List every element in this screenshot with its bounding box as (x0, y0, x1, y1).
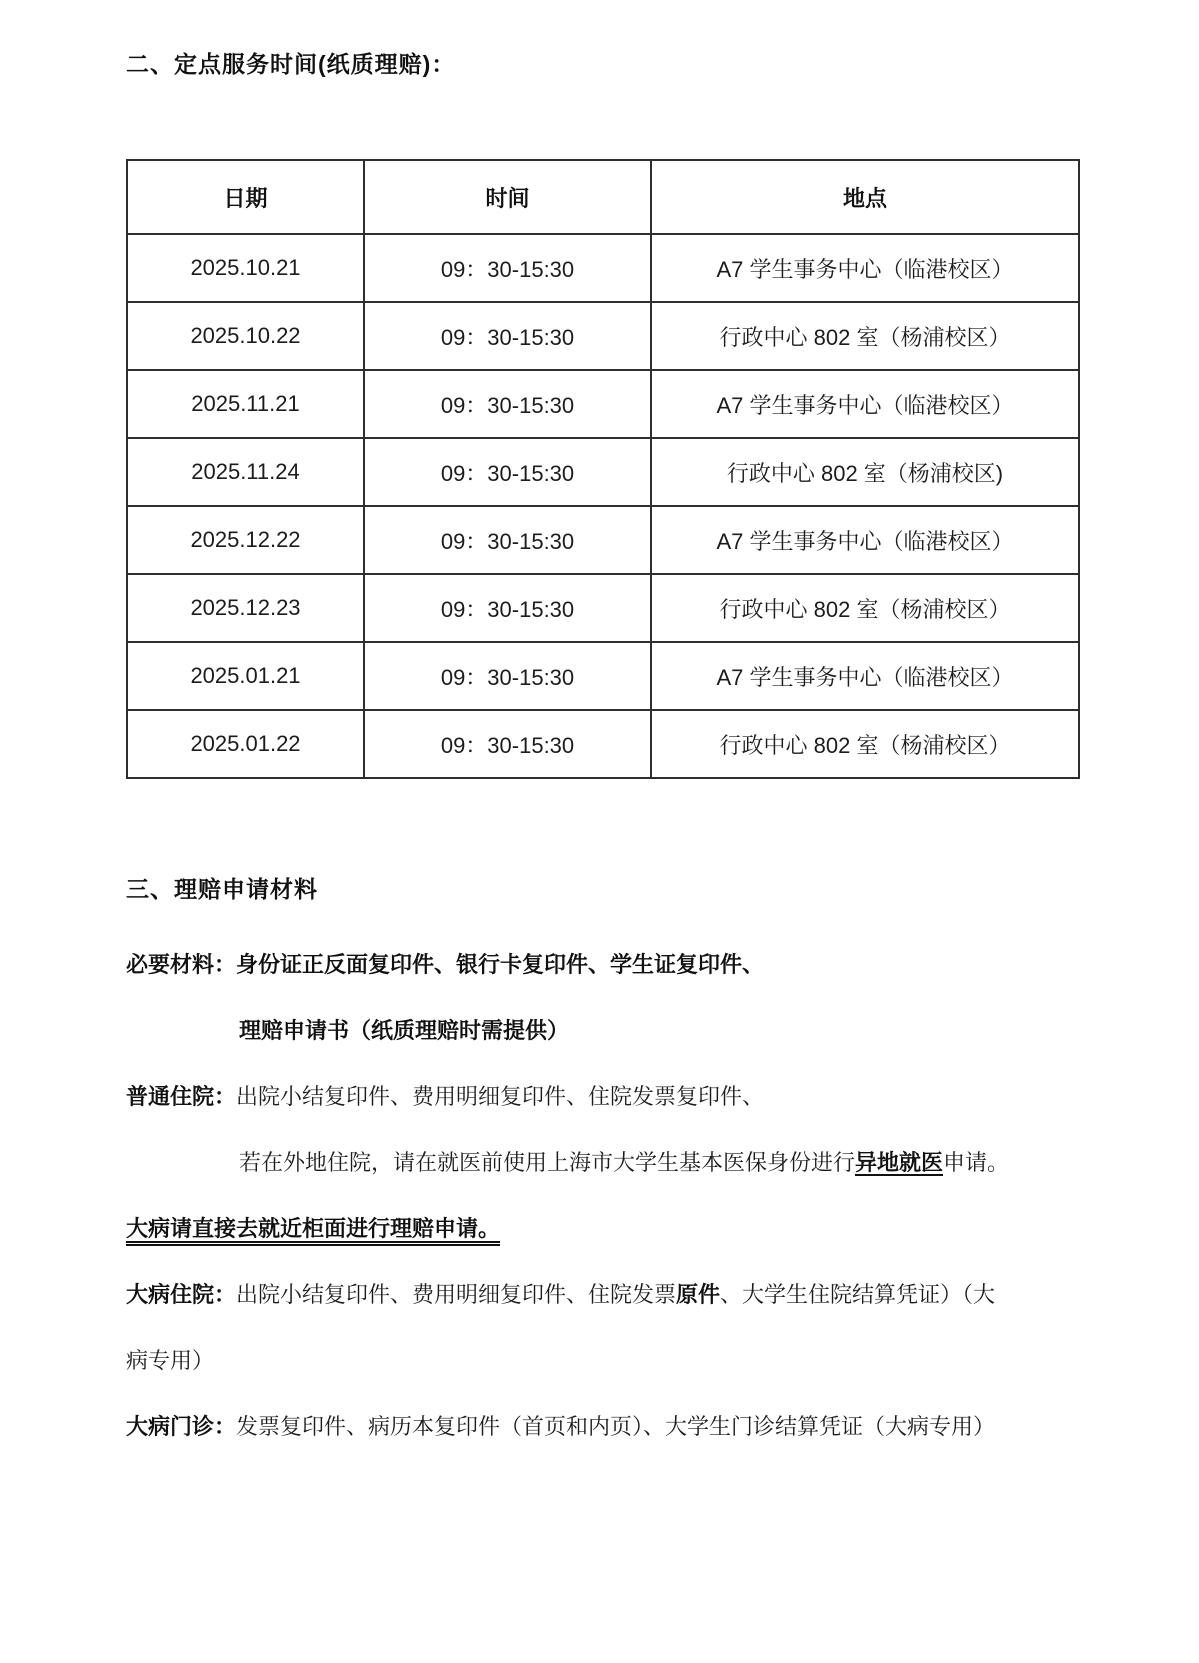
ordinary-hospitalization-label: 普通住院： (126, 1084, 237, 1109)
serious-illness-notice-text: 大病请直接去就近柜面进行理赔申请。 (126, 1216, 501, 1241)
date-cell: 2025.10.22 (127, 302, 364, 370)
remote-medical-pre-text: 若在外地住院，请在就医前使用上海市大学生基本医保身份进行 (239, 1150, 856, 1175)
time-cell: 09：30-15:30 (364, 506, 651, 574)
location-cell: A7 学生事务中心（临港校区） (651, 234, 1079, 302)
time-cell: 09：30-15:30 (364, 438, 651, 506)
location-cell: A7 学生事务中心（临港校区） (651, 642, 1079, 710)
claim-form-line: 理赔申请书（纸质理赔时需提供） (239, 1018, 570, 1043)
location-cell: 行政中心 802 室（杨浦校区） (651, 710, 1079, 778)
serious-hospitalization-label: 大病住院： (126, 1282, 237, 1307)
remote-medical-line (126, 1148, 1084, 1178)
date-cell: 2025.11.24 (127, 438, 364, 506)
ordinary-hospitalization-line (126, 1082, 1084, 1112)
serious-outpatient-line (126, 1412, 1084, 1442)
table-row (127, 574, 1079, 642)
time-cell: 09：30-15:30 (364, 302, 651, 370)
table-row (127, 438, 1079, 506)
table-row (127, 302, 1079, 370)
date-cell: 2025.01.22 (127, 710, 364, 778)
table-header-date: 日期 (127, 160, 364, 234)
serious-illness-notice-line (126, 1214, 1084, 1244)
time-cell: 09：30-15:30 (364, 370, 651, 438)
section-service-time-heading: 二、定点服务时间(纸质理赔)： (126, 51, 456, 77)
required-materials-line: 必要材料：身份证正反面复印件、银行卡复印件、学生证复印件、 (126, 952, 765, 977)
remote-medical-post-text: 申请。 (943, 1150, 1010, 1175)
serious-outpatient-text: 发票复印件、病历本复印件（首页和内页）、大学生门诊结算凭证（大病专用） (236, 1414, 996, 1439)
date-cell: 2025.10.21 (127, 234, 364, 302)
serious-hospitalization-post-text: 、大学生住院结算凭证）（大 (720, 1282, 996, 1307)
location-cell: 行政中心 802 室（杨浦校区) (651, 438, 1079, 506)
serious-outpatient-label: 大病门诊： (126, 1414, 237, 1439)
date-cell: 2025.11.21 (127, 370, 364, 438)
table-header-location: 地点 (651, 160, 1079, 234)
table-row (127, 370, 1079, 438)
serious-hospitalization-line (126, 1280, 1084, 1310)
location-cell: 行政中心 802 室（杨浦校区） (651, 302, 1079, 370)
time-cell: 09：30-15:30 (364, 234, 651, 302)
date-cell: 2025.01.21 (127, 642, 364, 710)
location-cell: A7 学生事务中心（临港校区） (651, 370, 1079, 438)
section-claim-materials-heading: 三、理赔申请材料 (126, 876, 318, 902)
location-cell: 行政中心 802 室（杨浦校区） (651, 574, 1079, 642)
serious-hospitalization-pre-text: 出院小结复印件、费用明细复印件、住院发票 (236, 1282, 677, 1307)
location-cell: A7 学生事务中心（临港校区） (651, 506, 1079, 574)
table-row (127, 642, 1079, 710)
table-header-time: 时间 (364, 160, 651, 234)
date-cell: 2025.12.22 (127, 506, 364, 574)
serious-hospitalization-emphasis: 原件 (676, 1282, 721, 1307)
date-cell: 2025.12.23 (127, 574, 364, 642)
table-row (127, 710, 1079, 778)
time-cell: 09：30-15:30 (364, 642, 651, 710)
time-cell: 09：30-15:30 (364, 710, 651, 778)
table-row (127, 506, 1079, 574)
service-schedule-table (126, 159, 1080, 779)
time-cell: 09：30-15:30 (364, 574, 651, 642)
table-header-row (127, 160, 1079, 234)
table-row (127, 234, 1079, 302)
ordinary-hospitalization-text: 出院小结复印件、费用明细复印件、住院发票复印件、 (236, 1084, 765, 1109)
remote-medical-emphasis: 异地就医 (855, 1150, 944, 1175)
serious-hospitalization-cont-line: 病专用） (126, 1348, 215, 1373)
